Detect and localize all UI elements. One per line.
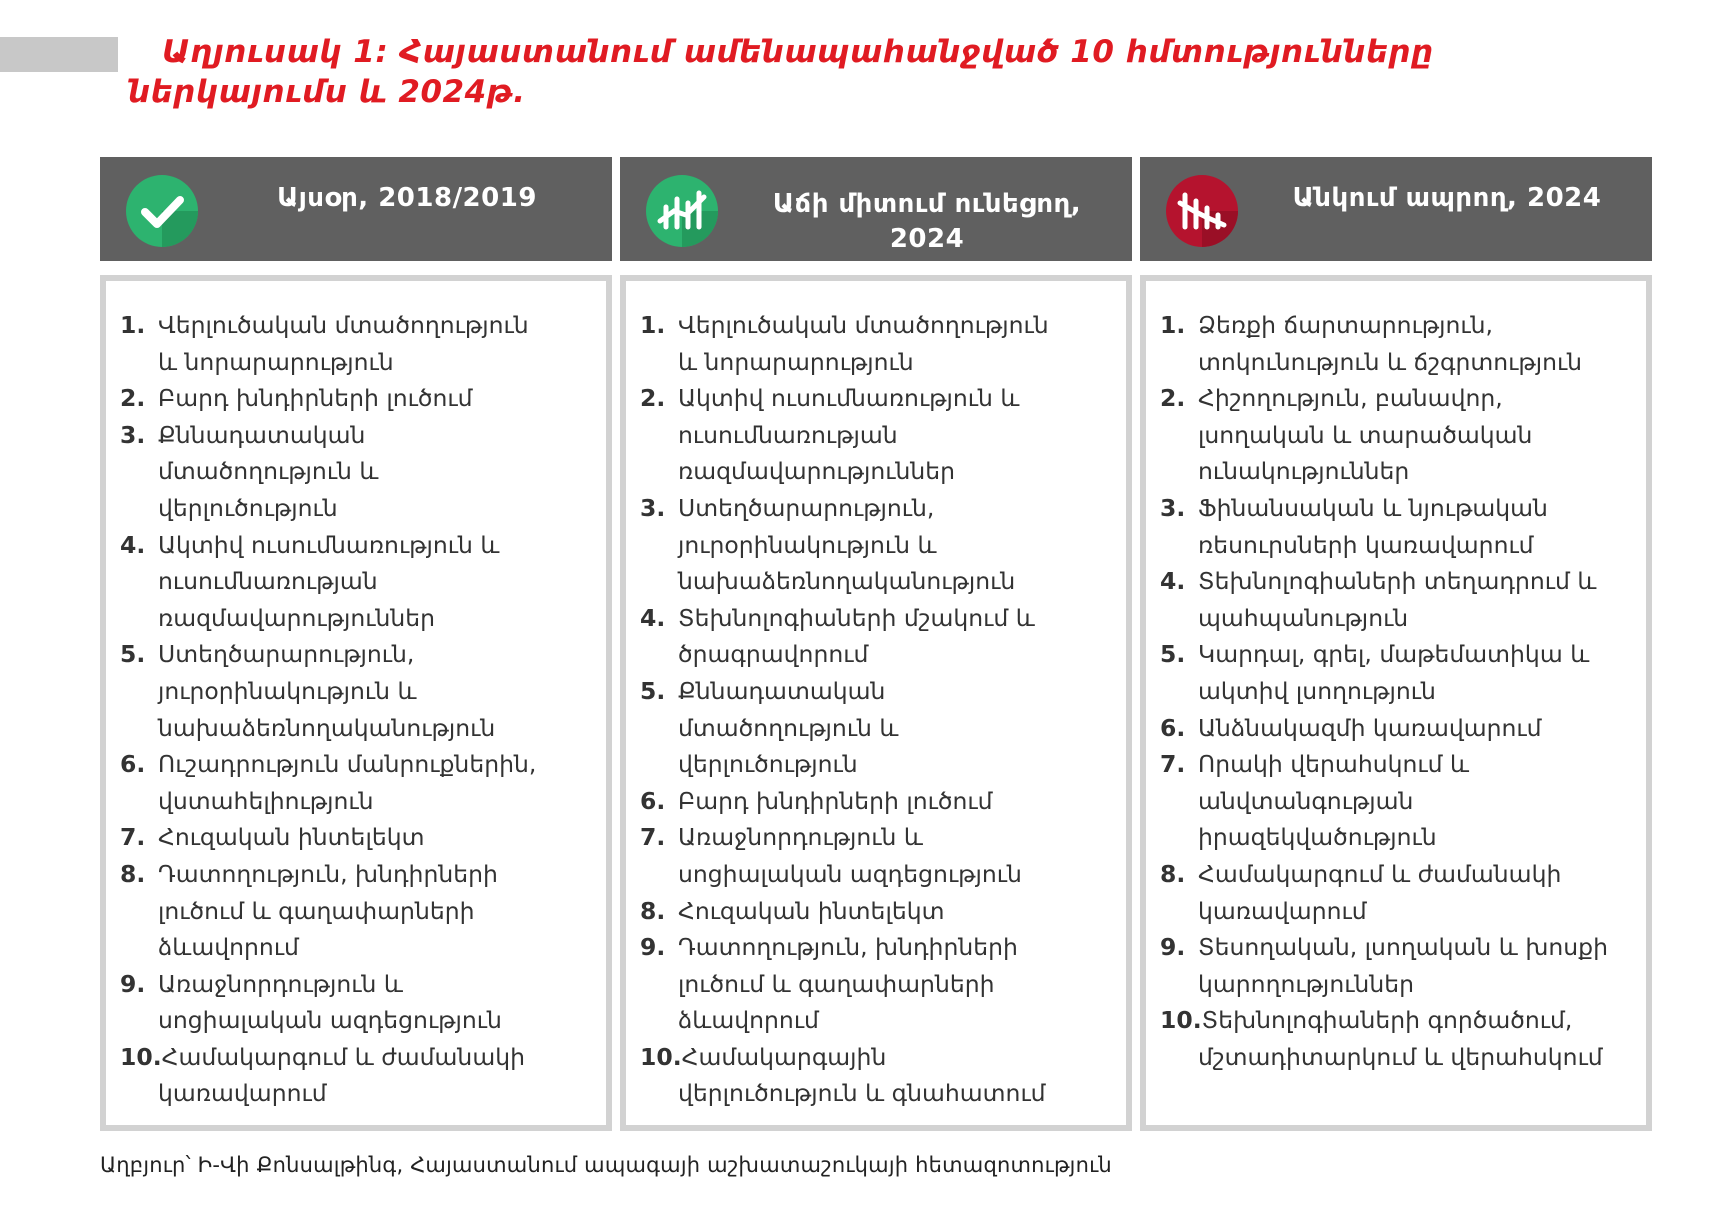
item-text: Բարդ խնդիրների լուծում (678, 786, 993, 815)
list-item (1160, 490, 1632, 563)
skill-list (120, 307, 592, 1112)
item-text: մտածողություն և (678, 713, 899, 742)
item-text: Հուզական ինտելեկտ (158, 823, 425, 852)
column-today (100, 157, 612, 1131)
item-text: Ակտիվ ուսումնառություն և (678, 384, 1020, 413)
decorative-side-bar (0, 37, 118, 72)
item-text: ռազմավարություններ (158, 603, 436, 632)
item-number: 7. (120, 823, 146, 852)
item-number: 10. (120, 1042, 162, 1071)
list-item (1160, 636, 1632, 709)
item-text: նախաձեռնողականություն (678, 567, 1016, 596)
list-item (640, 929, 1112, 1039)
item-text: Ֆինանսական և նյութական (1198, 493, 1548, 522)
table-title-line-2: ներկայումս և 2024թ. (128, 74, 526, 110)
item-text: Քննադատական (158, 420, 366, 449)
item-text: Վերլուծական մտածողություն (678, 311, 1049, 339)
column-header (1140, 157, 1652, 261)
list-item (120, 380, 592, 417)
item-number: 6. (640, 786, 666, 815)
column-title: Այսօր, 2018/2019 (277, 183, 537, 213)
item-number: 3. (120, 420, 146, 449)
item-text: և նորարարություն (158, 347, 394, 376)
item-text: Հիշողություն, բանավոր, (1198, 384, 1503, 413)
check-icon (126, 175, 198, 247)
list-item (640, 783, 1112, 820)
column-title: Անկում ապրող, 2024 (1292, 183, 1602, 213)
source-note: Աղբյուր՝ Ի-Վի Քոնսալթինգ, Հայաստանում ապագայի աշխատաշուկայի հետազոտություն (100, 1153, 1112, 1177)
list-item (640, 819, 1112, 892)
item-number: 1. (120, 311, 146, 339)
item-text: կարողություններ (1198, 969, 1414, 998)
list-item (120, 417, 592, 527)
item-text: մշտադիտարկում և վերահսկում (1198, 1042, 1603, 1071)
list-item (640, 673, 1112, 783)
item-text: յուրօրինակություն և (678, 530, 937, 559)
column-header (620, 157, 1132, 261)
skill-list (1160, 307, 1632, 1075)
column-body (100, 275, 612, 1131)
item-text: ծրագրավորում (678, 640, 869, 669)
item-text: լուծում և գաղափարների (158, 896, 475, 925)
item-text: Առաջնորդություն և (158, 969, 403, 998)
item-text: ունակություններ (1198, 457, 1410, 486)
item-number: 10. (640, 1042, 682, 1071)
item-number: 7. (1160, 750, 1186, 779)
item-number: 9. (120, 969, 146, 998)
item-number: 10. (1160, 1006, 1202, 1035)
item-text: Ակտիվ ուսումնառություն և (158, 530, 500, 559)
item-text: վերլուծություն (158, 493, 338, 522)
column-body (1140, 275, 1652, 1131)
item-text: Հուզական ինտելեկտ (678, 896, 945, 925)
list-item (640, 600, 1112, 673)
item-text: Դատողություն, խնդիրների (158, 859, 498, 888)
item-text: Անձնակազմի կառավարում (1198, 713, 1542, 742)
item-text: Ուշադրություն մանրուքներին, (158, 750, 537, 779)
list-item (640, 1039, 1112, 1112)
item-number: 4. (640, 603, 666, 632)
item-number: 2. (640, 384, 666, 413)
item-text: ռեսուրսների կառավարում (1198, 530, 1534, 559)
item-text: Որակի վերահսկում և (1198, 750, 1470, 779)
item-text: Բարդ խնդիրների լուծում (158, 384, 473, 413)
item-text: ձևավորում (678, 1006, 819, 1035)
item-number: 3. (1160, 493, 1186, 522)
list-item (640, 307, 1112, 380)
item-text: յուրօրինակություն և (158, 676, 417, 705)
list-item (120, 966, 592, 1039)
item-number: 5. (1160, 640, 1186, 669)
item-number: 8. (1160, 859, 1186, 888)
item-number: 3. (640, 493, 666, 522)
item-text: Տեխնոլոգիաների տեղադրում և (1198, 567, 1597, 596)
item-text: ուսումնառության (678, 420, 898, 449)
item-number: 1. (1160, 311, 1186, 339)
list-item (640, 380, 1112, 490)
column-growing (620, 157, 1132, 1131)
list-item (640, 490, 1112, 600)
list-item (1160, 929, 1632, 1002)
list-item (640, 893, 1112, 930)
item-text: նախաձեռնողականություն (158, 713, 496, 742)
list-item (1160, 746, 1632, 856)
item-text: լուծում և գաղափարների (678, 969, 995, 998)
item-text: Համակարգում և ժամանակի (161, 1042, 525, 1071)
item-number: 2. (1160, 384, 1186, 413)
item-text: Ստեղծարարություն, (678, 493, 935, 522)
item-number: 6. (1160, 713, 1186, 742)
list-item (1160, 856, 1632, 929)
item-number: 2. (120, 384, 146, 413)
item-number: 8. (120, 859, 146, 888)
item-number: 9. (1160, 933, 1186, 962)
decline-chart-icon (1166, 175, 1238, 247)
item-text: Ստեղծարարություն, (158, 640, 415, 669)
item-text: և նորարարություն (678, 347, 914, 376)
list-item (120, 307, 592, 380)
item-text: կառավարում (1198, 896, 1367, 925)
item-text: Ձեռքի ճարտարություն, (1198, 311, 1493, 339)
list-item (1160, 307, 1632, 380)
item-text: կառավարում (158, 1079, 327, 1108)
item-text: ձևավորում (158, 933, 299, 962)
item-text: Համակարգային (681, 1042, 887, 1071)
table-title (128, 32, 1608, 112)
list-item (120, 856, 592, 966)
item-text: սոցիալական ազդեցություն (678, 859, 1022, 888)
column-body (620, 275, 1132, 1131)
table-title-line-1: Աղյուսակ 1: Հայաստանում ամենապահանջված 10 հմտությունները (162, 34, 1434, 70)
item-text: Վերլուծական մտածողություն (158, 311, 529, 339)
skill-list (640, 307, 1112, 1112)
list-item (120, 1039, 592, 1112)
item-number: 8. (640, 896, 666, 925)
list-item (120, 636, 592, 746)
list-item (1160, 563, 1632, 636)
item-text: վերլուծություն (678, 750, 858, 779)
item-text: վստահելիություն (158, 786, 374, 815)
item-text: իրազեկվածություն (1198, 823, 1437, 852)
list-item (120, 527, 592, 637)
item-text: ուսումնառության (158, 567, 378, 596)
list-item (1160, 380, 1632, 490)
item-number: 4. (120, 530, 146, 559)
column-title: Աճի միտում ունեցող, 2024 (772, 189, 1082, 254)
item-number: 9. (640, 933, 666, 962)
item-text: լսողական և տարածական (1198, 420, 1533, 449)
item-text: Տեխնոլոգիաների գործածում, (1201, 1006, 1573, 1035)
item-text: տոկունություն և ճշգրտություն (1198, 347, 1583, 376)
item-number: 5. (640, 676, 666, 705)
item-number: 1. (640, 311, 666, 339)
column-declining (1140, 157, 1652, 1131)
list-item (120, 746, 592, 819)
item-text: Տեխնոլոգիաների մշակում և (678, 603, 1035, 632)
item-text: Կարդալ, գրել, մաթեմատիկա և (1198, 640, 1590, 669)
item-text: ակտիվ լսողություն (1198, 676, 1436, 705)
item-text: մտածողություն և (158, 457, 379, 486)
item-number: 7. (640, 823, 666, 852)
item-number: 6. (120, 750, 146, 779)
item-text: Առաջնորդություն և (678, 823, 923, 852)
item-text: վերլուծություն և գնահատում (678, 1079, 1046, 1108)
item-text: սոցիալական ազդեցություն (158, 1006, 502, 1035)
item-text: Տեսողական, լսողական և խոսքի (1198, 933, 1608, 962)
item-text: անվտանգության (1198, 786, 1414, 815)
list-item (120, 819, 592, 856)
list-item (1160, 1002, 1632, 1075)
growth-chart-icon (646, 175, 718, 247)
item-text: ռազմավարություններ (678, 457, 956, 486)
list-item (1160, 710, 1632, 747)
item-number: 5. (120, 640, 146, 669)
item-text: Դատողություն, խնդիրների (678, 933, 1018, 962)
column-header (100, 157, 612, 261)
item-text: Քննադատական (678, 676, 886, 705)
item-number: 4. (1160, 567, 1186, 596)
item-text: պահպանություն (1198, 603, 1409, 632)
item-text: Համակարգում և ժամանակի (1198, 859, 1562, 888)
